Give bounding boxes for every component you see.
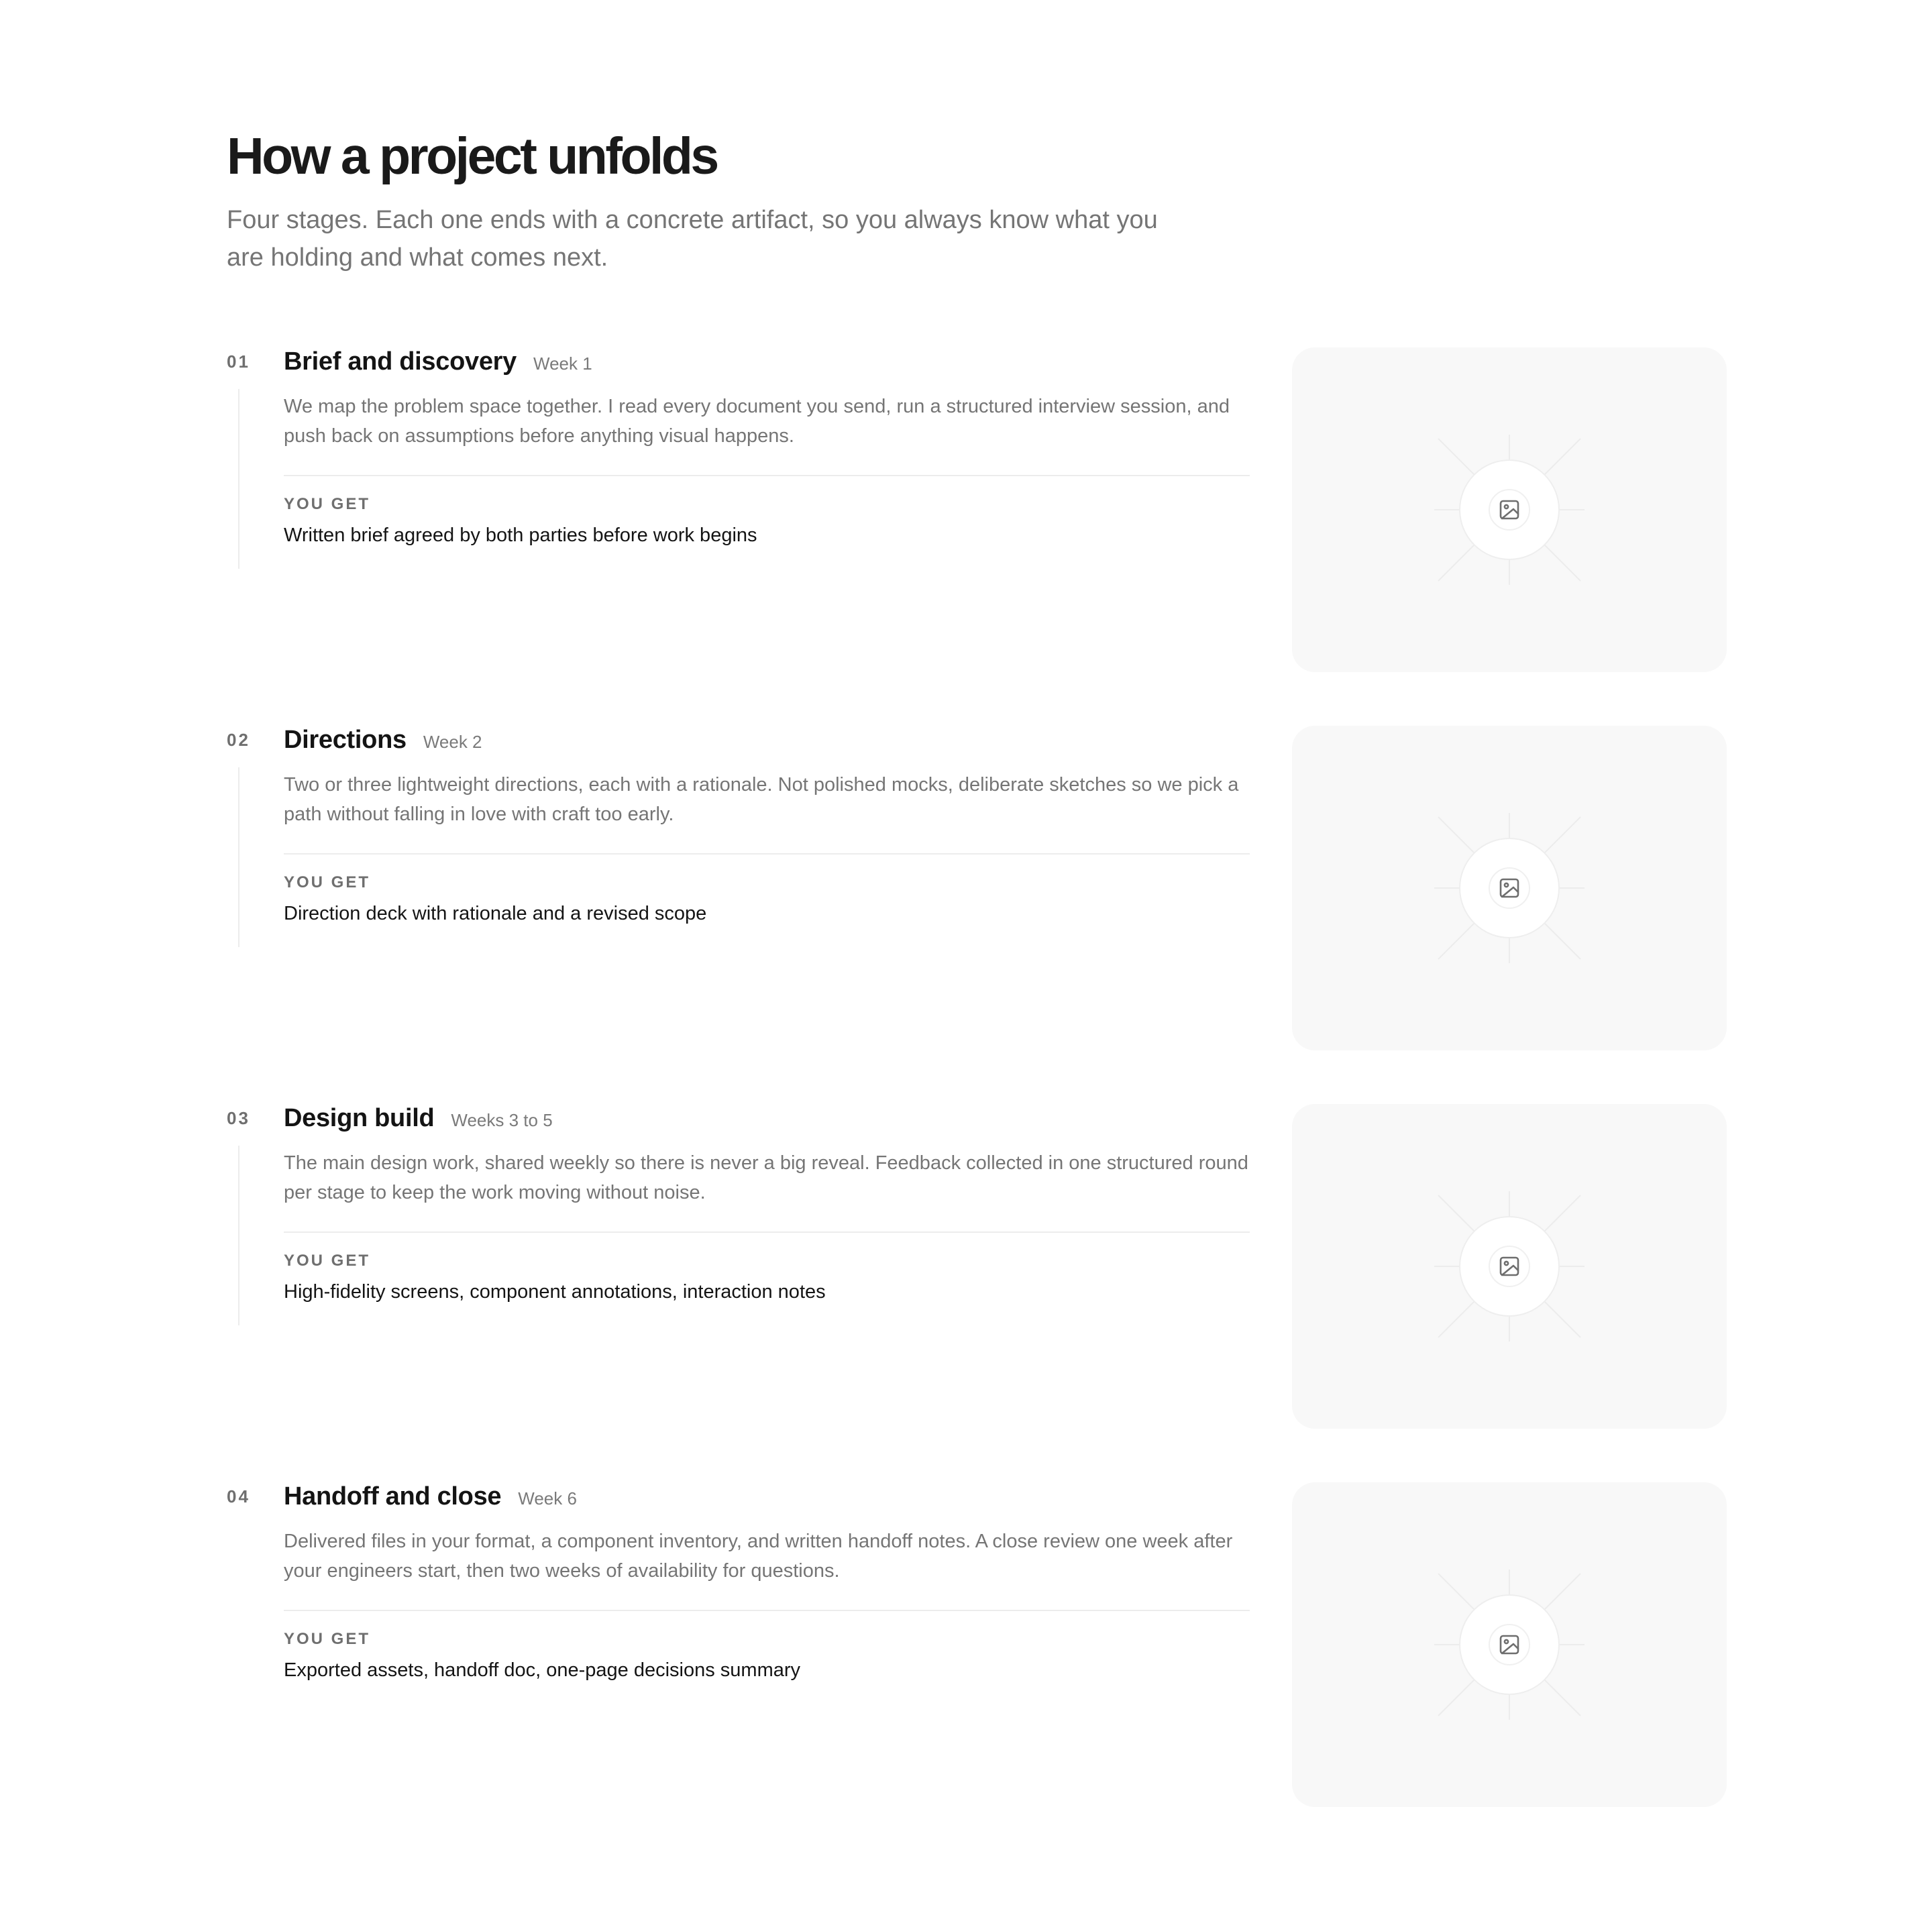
process-section [227, 126, 1716, 1681]
stage-description: Two or three lightweight directions, each with a rationale. Not polished mocks, deliberate sketches so we pick a path without falling in love with craft too early. [284, 774, 1239, 825]
stage-image-placeholder [1292, 1104, 1727, 1429]
stage-header [284, 1104, 1250, 1142]
image-placeholder-graphic [1292, 726, 1727, 1050]
stage-deliverable: Exported assets, handoff doc, one-page decisions summary [284, 1659, 801, 1681]
stage-deliverable: High-fidelity screens, component annotations, interaction notes [284, 1281, 826, 1303]
stage-duration: Weeks 3 to 5 [451, 1110, 553, 1130]
stage-item [227, 1482, 1716, 1807]
image-placeholder-graphic [1292, 1482, 1727, 1807]
stage-title: Brief and discovery [284, 347, 517, 376]
stage-header [284, 1482, 1250, 1520]
stage-duration: Week 6 [518, 1488, 577, 1508]
stage-description: The main design work, shared weekly so there is never a big reveal. Feedback collected in one structured round per stage to keep the work moving without noise. [284, 1152, 1248, 1203]
stage-content [284, 726, 1250, 927]
stage-item [227, 726, 1716, 1050]
image-placeholder-graphic [1292, 1104, 1727, 1429]
image-placeholder-graphic [1292, 347, 1727, 672]
stage-divider [284, 1231, 1250, 1233]
stage-content [284, 347, 1250, 549]
stage-content [284, 1482, 1250, 1684]
stage-title: Design build [284, 1104, 435, 1132]
stage-number: 04 [227, 1486, 250, 1506]
stage-deliverable: Written brief agreed by both parties before work begins [284, 525, 757, 546]
stage-list [227, 347, 1716, 1861]
stage-header [284, 347, 1250, 385]
stage-description: Delivered files in your format, a component inventory, and written handoff notes. A close review one week after your engineers start, then two weeks of availability for questions. [284, 1531, 1233, 1582]
stage-item [227, 1104, 1716, 1429]
stage-number: 03 [227, 1108, 250, 1128]
stage-header [284, 726, 1250, 763]
stage-image-placeholder [1292, 347, 1727, 672]
you-get-label: YOU GET [284, 873, 371, 891]
stage-number: 02 [227, 730, 250, 750]
stage-description: We map the problem space together. I read every document you send, run a structured interview session, and push back on assumptions before anything visual happens. [284, 396, 1230, 447]
page-subtitle: Four stages. Each one ends with a concrete artifact, so you always know what you are holding and what comes next. [227, 206, 1158, 272]
stage-divider [284, 1610, 1250, 1611]
stage-duration: Week 2 [423, 732, 482, 752]
stage-item [227, 347, 1716, 672]
stage-image-placeholder [1292, 726, 1727, 1050]
page-title: How a project unfolds [227, 127, 717, 185]
you-get-label: YOU GET [284, 495, 371, 513]
you-get-label: YOU GET [284, 1252, 371, 1270]
stage-divider [284, 475, 1250, 476]
you-get-label: YOU GET [284, 1630, 371, 1648]
stage-title: Directions [284, 726, 407, 754]
stage-timeline-line [238, 389, 239, 569]
stage-duration: Week 1 [533, 353, 592, 374]
stage-image-placeholder [1292, 1482, 1727, 1807]
stage-number: 01 [227, 351, 250, 372]
stage-title: Handoff and close [284, 1482, 502, 1511]
stage-divider [284, 853, 1250, 855]
stage-content [284, 1104, 1250, 1305]
stage-deliverable: Direction deck with rationale and a revised scope [284, 903, 707, 924]
stage-timeline-line [238, 767, 239, 947]
stage-timeline-line [238, 1146, 239, 1325]
